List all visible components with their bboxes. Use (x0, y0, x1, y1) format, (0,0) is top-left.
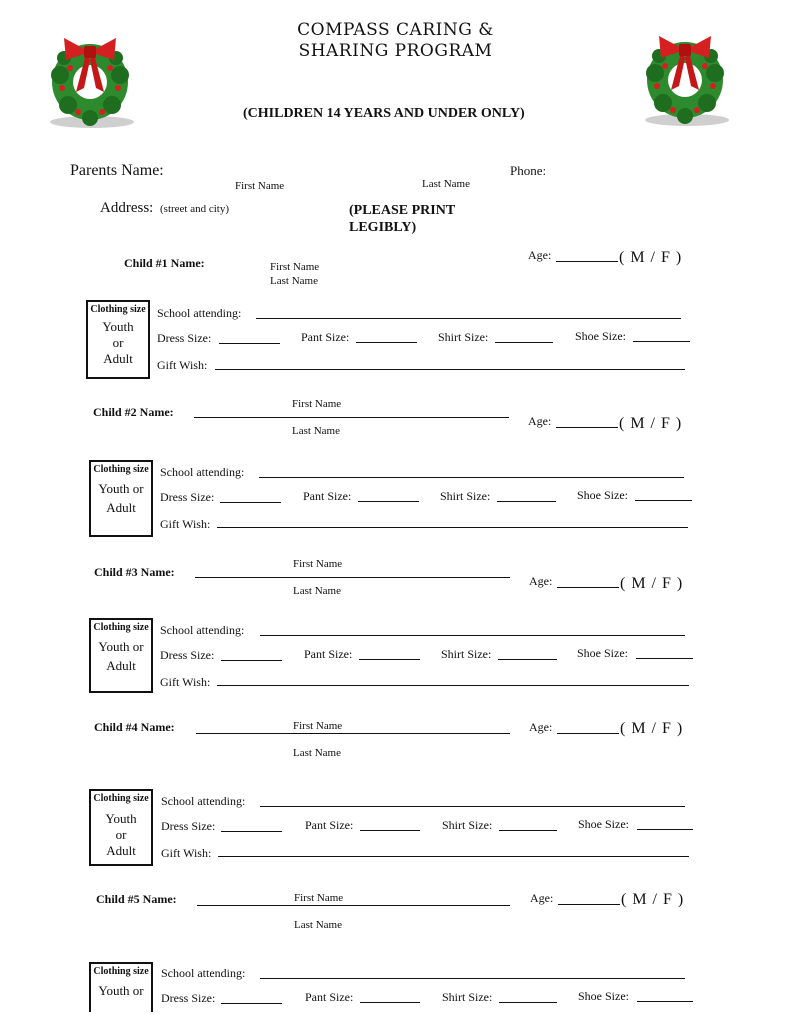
child-5-pant-label: Pant Size: (305, 990, 354, 1004)
child-2-school-label: School attending: (160, 465, 245, 479)
child-3-shirt-label: Shirt Size: (441, 647, 492, 661)
clothing-size-label: Clothing size (93, 464, 149, 475)
child-4-last-name-hint: Last Name (293, 747, 341, 759)
child-3-age-input[interactable] (557, 587, 619, 588)
child-5-last-name-hint: Last Name (294, 919, 342, 931)
child-4-gift-input[interactable] (218, 856, 689, 857)
child-4-school-label: School attending: (161, 794, 246, 808)
child-5-school-input[interactable] (260, 978, 685, 979)
child-1-school-input[interactable] (256, 318, 681, 319)
parent-first-name-hint: First Name (235, 180, 285, 192)
child-4-pant-input[interactable] (360, 830, 420, 831)
child-5-school-label: School attending: (161, 966, 246, 980)
phone-label: Phone: (510, 163, 547, 178)
child-5-gender-mf[interactable]: ( M / F ) (621, 891, 685, 908)
child-3-pant-input[interactable] (359, 659, 420, 660)
child-2-school-input[interactable] (259, 477, 684, 478)
child-2-clothing-size-box (89, 460, 153, 537)
child-4-dress-input[interactable] (221, 831, 282, 832)
child-5-name-label: Child #5 Name: (96, 892, 177, 906)
youth-adult-line-1: Youth (105, 811, 137, 826)
youth-adult-line-2: or (115, 827, 127, 842)
child-3-shirt-input[interactable] (498, 659, 557, 660)
youth-adult-line-1: Youth or (98, 983, 144, 998)
child-1-pant-input[interactable] (356, 342, 417, 343)
child-5-shirt-input[interactable] (499, 1002, 557, 1003)
child-2-age-input[interactable] (556, 427, 618, 428)
child-5-age-label: Age: (530, 891, 554, 905)
child-2-gift-label: Gift Wish: (160, 517, 211, 531)
child-5-shirt-label: Shirt Size: (442, 990, 493, 1004)
parents-name-label: Parents Name: (70, 162, 164, 179)
clothing-size-label: Clothing size (93, 793, 149, 804)
child-4-age-label: Age: (529, 720, 553, 734)
child-5-first-name-hint: First Name (294, 892, 344, 904)
child-3-school-input[interactable] (260, 635, 685, 636)
child-3-dress-input[interactable] (221, 660, 282, 661)
clothing-size-label: Clothing size (93, 966, 149, 977)
youth-adult-line-3: Adult (103, 351, 133, 366)
youth-adult-line-1: Youth (102, 319, 134, 334)
child-2-name-label: Child #2 Name: (93, 405, 174, 419)
address-hint: (street and city) (160, 203, 230, 215)
child-3-school-label: School attending: (160, 623, 245, 637)
child-1-shoe-input[interactable] (633, 341, 690, 342)
child-1-dress-input[interactable] (219, 343, 280, 344)
child-2-shirt-input[interactable] (497, 501, 556, 502)
child-4-pant-label: Pant Size: (305, 818, 354, 832)
child-4-dress-label: Dress Size: (161, 819, 216, 833)
clothing-size-label: Clothing size (90, 304, 146, 315)
parent-last-name-hint: Last Name (422, 178, 470, 190)
child-1-clothing-size-box (86, 300, 150, 379)
child-4-shoe-label: Shoe Size: (578, 817, 629, 831)
youth-adult-line-1: Youth or (98, 481, 144, 496)
child-3-name-label: Child #3 Name: (94, 565, 175, 579)
child-5-clothing-size-box (89, 962, 153, 1012)
child-3-shoe-label: Shoe Size: (577, 646, 628, 660)
child-1-shirt-input[interactable] (495, 342, 553, 343)
child-2-dress-label: Dress Size: (160, 490, 215, 504)
youth-adult-line-2: or (112, 335, 124, 350)
child-4-age-input[interactable] (557, 733, 619, 734)
child-2-pant-input[interactable] (358, 501, 419, 502)
child-2-shirt-label: Shirt Size: (440, 489, 491, 503)
child-2-dress-input[interactable] (220, 502, 281, 503)
child-2-gender-mf[interactable]: ( M / F ) (619, 415, 683, 432)
title-line-1: COMPASS CARING & (297, 20, 494, 40)
child-3-age-label: Age: (529, 574, 553, 588)
child-4-first-name-hint: First Name (293, 720, 343, 732)
subtitle: (CHILDREN 14 YEARS AND UNDER ONLY) (243, 106, 525, 121)
address-label: Address: (100, 200, 154, 216)
child-2-age-label: Age: (528, 414, 552, 428)
child-4-shirt-label: Shirt Size: (442, 818, 493, 832)
child-4-name-label: Child #4 Name: (94, 720, 175, 734)
child-1-pant-label: Pant Size: (301, 330, 350, 344)
child-1-school-label: School attending: (157, 306, 242, 320)
child-5-name-input[interactable] (197, 905, 510, 906)
youth-adult-line-1: Youth or (98, 639, 144, 654)
child-5-dress-label: Dress Size: (161, 991, 216, 1005)
child-2-first-name-hint: First Name (292, 398, 342, 410)
child-5-dress-input[interactable] (221, 1003, 282, 1004)
print-note-line-2: LEGIBLY) (349, 220, 417, 235)
child-3-gift-input[interactable] (217, 685, 689, 686)
child-3-pant-label: Pant Size: (304, 647, 353, 661)
child-3-gift-label: Gift Wish: (160, 675, 211, 689)
child-4-clothing-size-box (89, 789, 153, 866)
child-5-shoe-input[interactable] (637, 1001, 693, 1002)
child-2-pant-label: Pant Size: (303, 489, 352, 503)
child-1-shoe-label: Shoe Size: (575, 329, 626, 343)
child-4-gender-mf[interactable]: ( M / F ) (620, 720, 684, 737)
child-4-school-input[interactable] (260, 806, 685, 807)
child-3-first-name-hint: First Name (293, 558, 343, 570)
clothing-size-label: Clothing size (93, 622, 149, 633)
child-2-shoe-input[interactable] (635, 500, 692, 501)
child-3-dress-label: Dress Size: (160, 648, 215, 662)
child-4-gift-label: Gift Wish: (161, 846, 212, 860)
child-5-shoe-label: Shoe Size: (578, 989, 629, 1003)
child-3-shoe-input[interactable] (636, 658, 693, 659)
child-1-age-label: Age: (528, 248, 552, 262)
child-3-clothing-size-box (89, 618, 153, 693)
child-2-gift-input[interactable] (217, 527, 688, 528)
youth-adult-line-2: Adult (106, 658, 136, 673)
child-1-gift-label: Gift Wish: (157, 358, 208, 372)
print-note-line-1: (PLEASE PRINT (349, 203, 456, 218)
child-1-gender-mf[interactable]: ( M / F ) (619, 249, 683, 266)
child-2-name-input[interactable] (194, 417, 509, 418)
child-5-pant-input[interactable] (360, 1002, 420, 1003)
child-2-last-name-hint: Last Name (292, 425, 340, 437)
child-5-age-input[interactable] (558, 904, 620, 905)
child-4-name-input[interactable] (196, 733, 510, 734)
child-3-last-name-hint: Last Name (293, 585, 341, 597)
child-1-gift-input[interactable] (215, 369, 685, 370)
youth-adult-line-2: Adult (106, 500, 136, 515)
child-1-last-name-hint: Last Name (270, 275, 318, 287)
child-1-shirt-label: Shirt Size: (438, 330, 489, 344)
child-1-dress-label: Dress Size: (157, 331, 212, 345)
child-3-name-input[interactable] (195, 577, 510, 578)
child-1-age-input[interactable] (556, 261, 618, 262)
child-3-gender-mf[interactable]: ( M / F ) (620, 575, 684, 592)
child-1-first-name-hint: First Name (270, 261, 320, 273)
child-2-shoe-label: Shoe Size: (577, 488, 628, 502)
youth-adult-line-3: Adult (106, 843, 136, 858)
child-4-shoe-input[interactable] (637, 829, 693, 830)
child-1-name-label: Child #1 Name: (124, 256, 205, 270)
child-4-shirt-input[interactable] (499, 830, 557, 831)
title-line-2: SHARING PROGRAM (298, 41, 493, 61)
